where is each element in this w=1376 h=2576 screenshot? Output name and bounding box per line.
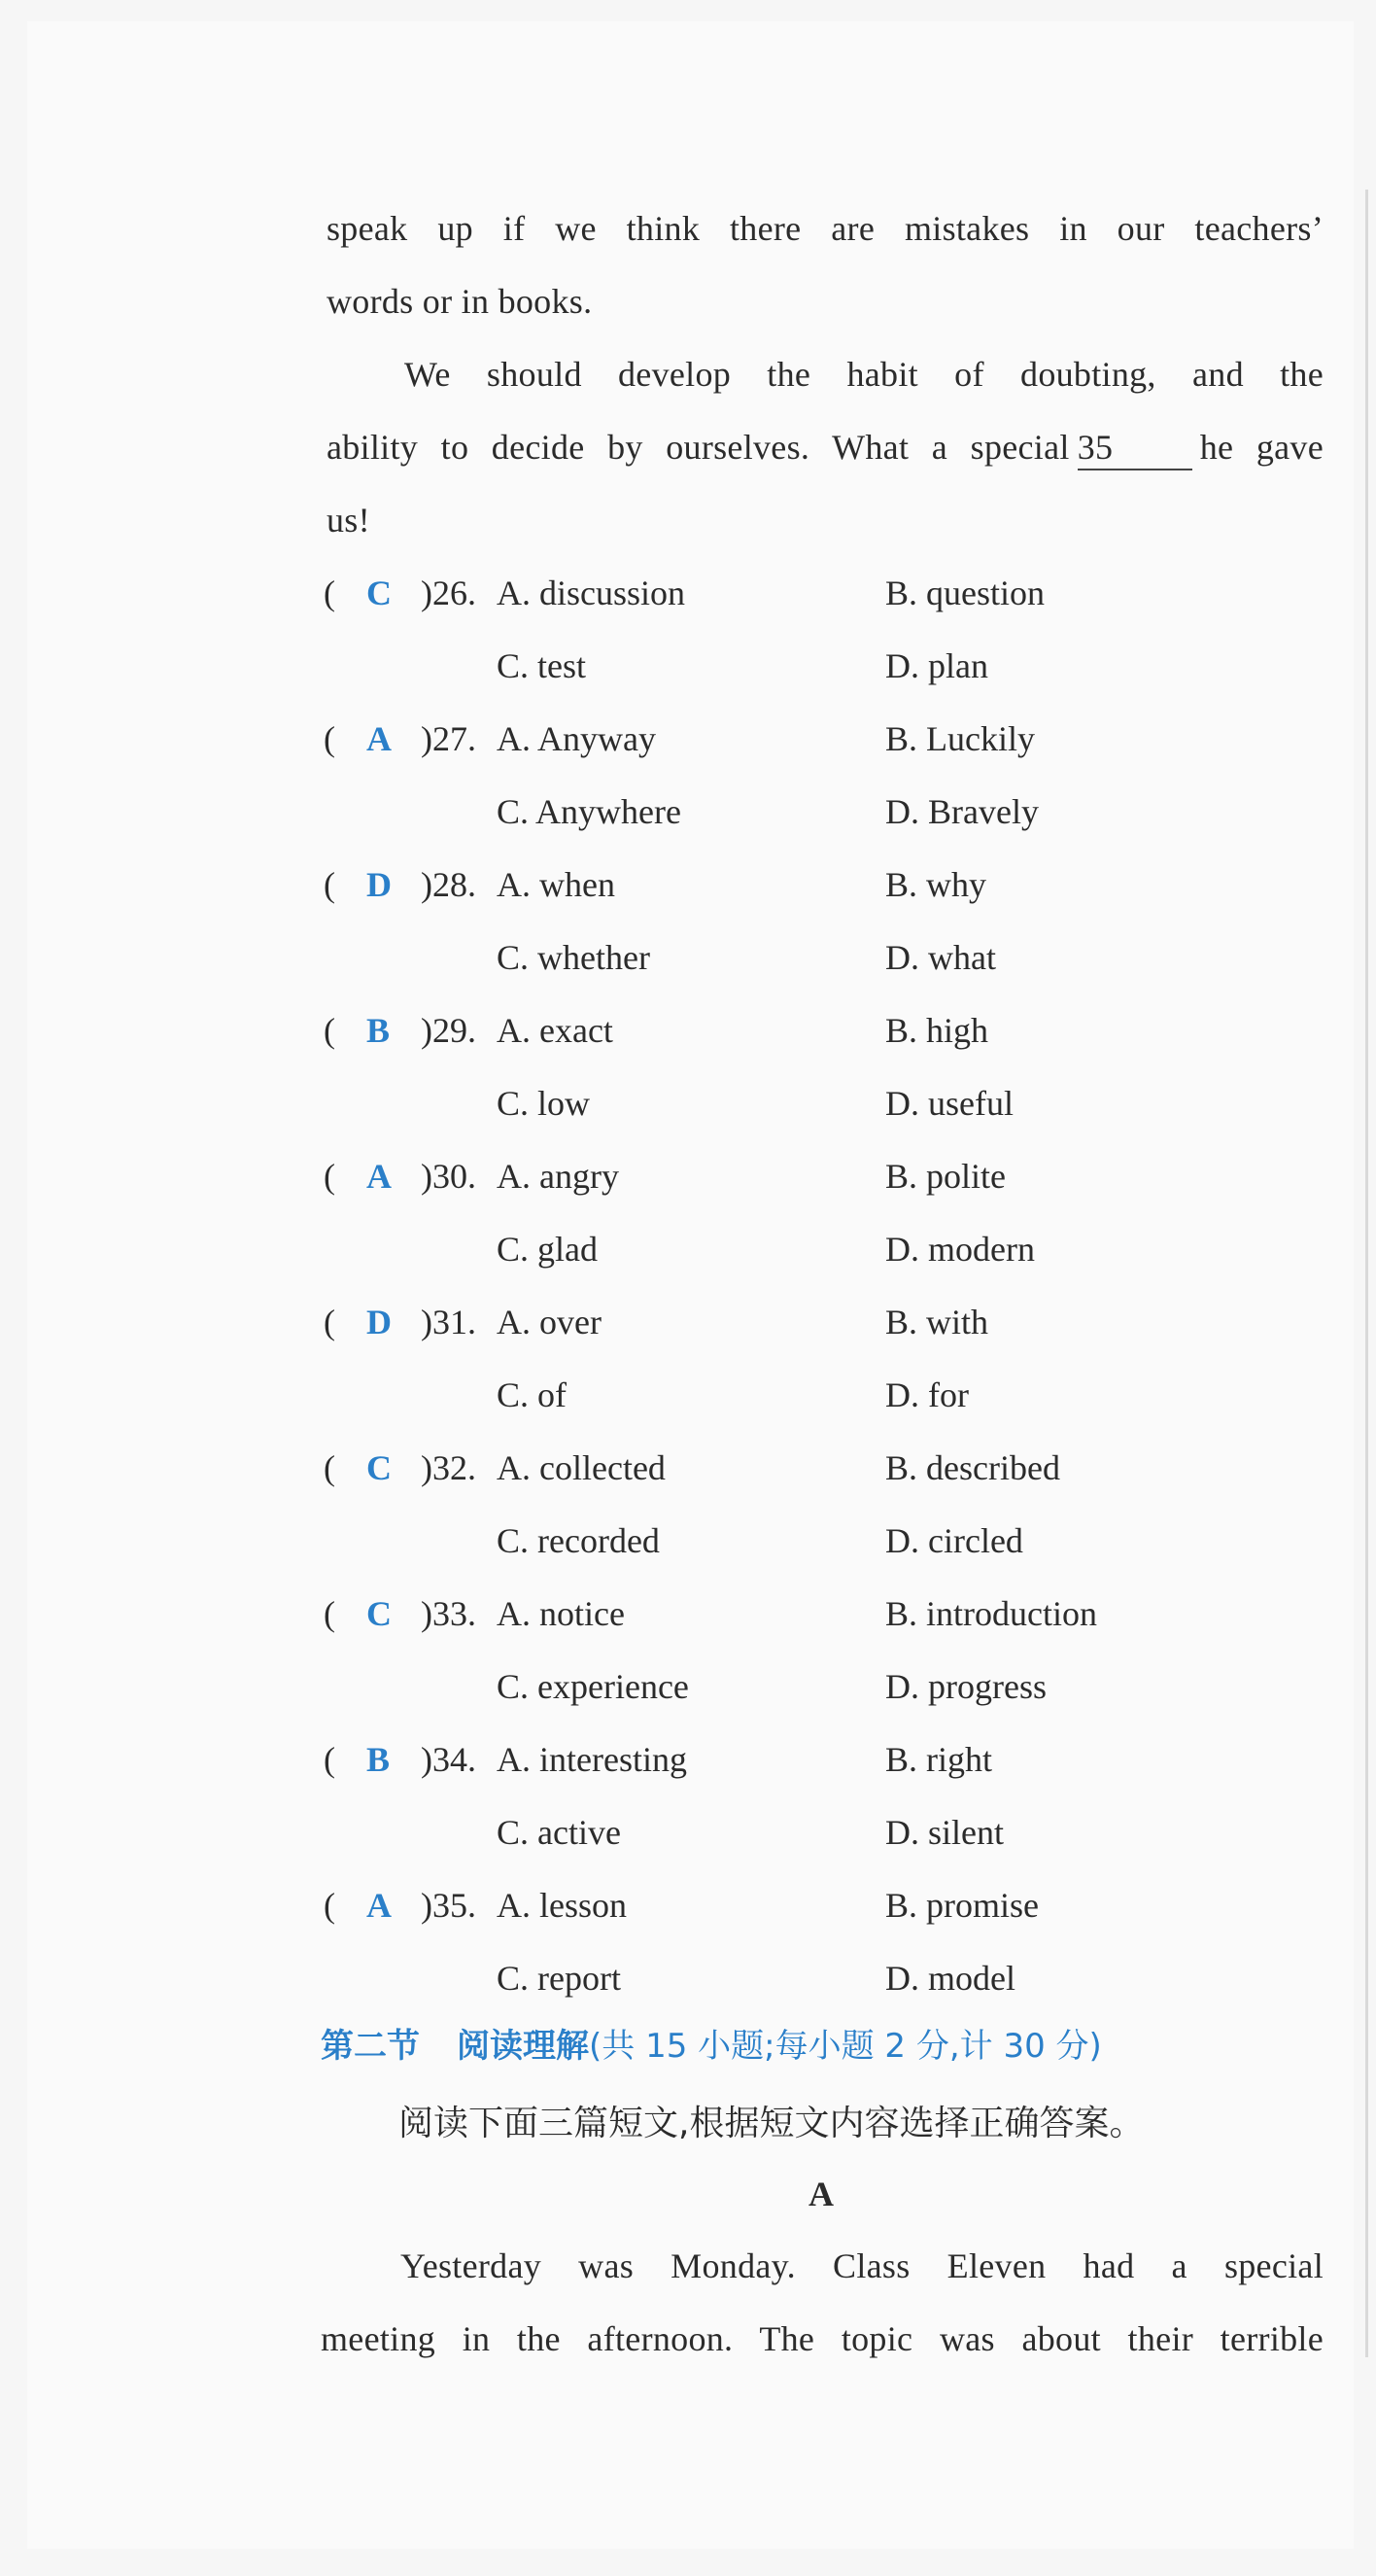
answer-letter: C [366,1448,392,1487]
question-number: )35. [421,1886,476,1925]
option-b: B. described [885,1448,1060,1487]
answer-paren: ( [324,1157,335,1196]
question-number: )31. [421,1303,476,1341]
option-a: A. interesting [497,1740,687,1779]
passage-line-3: We should develop the habit of doubting, and the [404,355,1324,394]
answer-letter: B [366,1011,391,1050]
option-c: C. test [497,646,587,685]
option-d: D. for [885,1375,969,1414]
answer-paren: ( [324,1594,335,1633]
answer-paren: ( [324,1448,335,1487]
option-b: B. Luckily [885,719,1035,758]
option-d: D. useful [885,1084,1014,1123]
option-a: A. when [497,865,615,904]
section-title: 阅读理解 [457,2027,589,2066]
answer-paren: ( [324,1303,335,1341]
option-c: C. recorded [497,1521,660,1560]
option-a: A. Anyway [497,719,656,758]
answer-letter: C [366,574,392,612]
question-number: )26. [421,574,476,612]
question-number: )33. [421,1594,476,1633]
option-a: A. angry [497,1157,619,1196]
option-c: C. glad [497,1230,598,1269]
passage-a-line-1: Yesterday was Monday. Class Eleven had a special [400,2246,1324,2285]
option-d: D. progress [885,1667,1047,1706]
option-d: D. plan [885,646,988,685]
option-c: C. low [497,1084,591,1123]
option-a: A. lesson [497,1886,627,1925]
answer-letter: C [366,1594,392,1633]
option-c: C. whether [497,938,650,977]
answer-paren: ( [324,719,335,758]
option-b: B. with [885,1303,989,1341]
answer-paren: ( [324,1740,335,1779]
option-c: C. experience [497,1667,689,1706]
passage-line-5: us! [327,501,370,540]
section-name: 第二节 [321,2027,420,2066]
section-heading [321,2017,1102,2075]
passage-a-line-2: meeting in the afternoon. The topic was about their terrible [321,2319,1324,2358]
question-number: )34. [421,1740,476,1779]
passage-line-4-post: he gave [1199,428,1324,467]
option-c: C. report [497,1959,621,1998]
option-d: D. Bravely [885,792,1039,831]
answer-paren: ( [324,865,335,904]
option-c: C. active [497,1813,621,1852]
answer-paren: ( [324,574,335,612]
option-b: B. right [885,1740,993,1779]
question-number: )27. [421,719,476,758]
section-note: (共 15 小题;每小题 2 分,计 30 分) [589,2027,1102,2066]
reading-instruction: 阅读下面三篇短文,根据短文内容选择正确答案。 [398,2104,1145,2143]
option-d: D. circled [885,1521,1023,1560]
option-a: A. exact [497,1011,613,1050]
question-number: )28. [421,865,476,904]
answer-letter: D [366,1303,392,1341]
option-d: D. modern [885,1230,1035,1269]
passage-line-1: speak up if we think there are mistakes in our teachers’ [327,209,1324,248]
option-a: A. collected [497,1448,666,1487]
blank-35: 35 [1078,426,1192,470]
passage-line-4-pre: ability to decide by ourselves. What a special [327,428,1070,467]
passage-line-2: words or in books. [327,282,593,321]
passage-a-letter: A [808,2175,834,2213]
option-a: A. notice [497,1594,625,1633]
passage-line-4 [327,411,1324,484]
option-b: B. polite [885,1157,1006,1196]
option-d: D. model [885,1959,1015,1998]
answer-letter: A [366,719,392,758]
answer-paren: ( [324,1011,335,1050]
option-c: C. Anywhere [497,792,681,831]
option-b: B. introduction [885,1594,1097,1633]
answer-letter: A [366,1157,392,1196]
question-number: )32. [421,1448,476,1487]
question-number: )30. [421,1157,476,1196]
answer-letter: D [366,865,392,904]
option-b: B. promise [885,1886,1039,1925]
option-b: B. why [885,865,987,904]
option-b: B. high [885,1011,989,1050]
option-a: A. discussion [497,574,686,612]
page-edge-line [1365,190,1368,2357]
answer-paren: ( [324,1886,335,1925]
option-a: A. over [497,1303,602,1341]
option-d: D. what [885,938,996,977]
answer-letter: B [366,1740,391,1779]
option-b: B. question [885,574,1046,612]
option-c: C. of [497,1375,567,1414]
answer-letter: A [366,1886,392,1925]
question-number: )29. [421,1011,476,1050]
option-d: D. silent [885,1813,1004,1852]
